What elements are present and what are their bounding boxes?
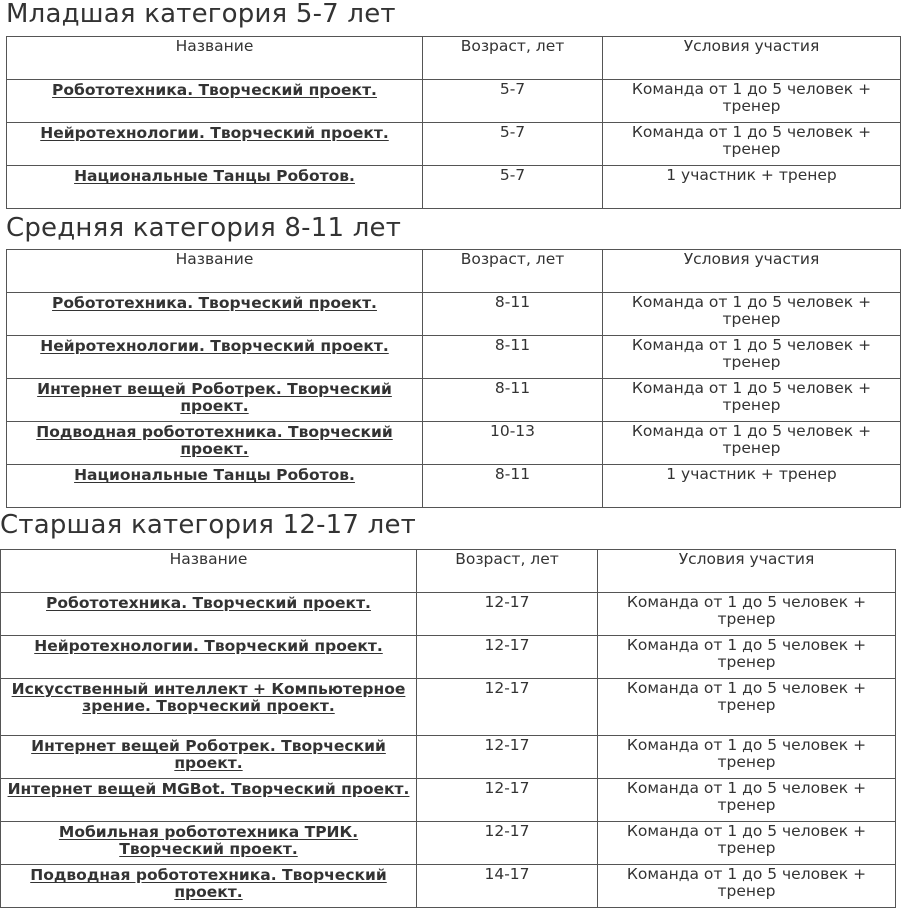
- event-link[interactable]: Подводная робототехника. Творческий проект.: [30, 866, 387, 901]
- conditions-cell: Команда от 1 до 5 человек + тренер: [598, 679, 896, 736]
- header-age: Возраст, лет: [423, 250, 603, 293]
- age-cell: 5-7: [423, 166, 603, 209]
- section-junior: [6, 0, 901, 209]
- event-link[interactable]: Искусственный интеллект + Компьютерное зрение. Творческий проект.: [11, 680, 406, 715]
- header-name: Название: [7, 250, 423, 293]
- header-conditions: Условия участия: [603, 250, 901, 293]
- event-link[interactable]: Нейротехнологии. Творческий проект.: [40, 337, 389, 355]
- table-row: [7, 465, 901, 508]
- table-row: [1, 593, 896, 636]
- table-header-row: [7, 250, 901, 293]
- conditions-cell: Команда от 1 до 5 человек + тренер: [598, 865, 896, 908]
- conditions-cell: Команда от 1 до 5 человек + тренер: [603, 80, 901, 123]
- section-title: Средняя категория 8-11 лет: [6, 213, 402, 243]
- conditions-cell: 1 участник + тренер: [603, 465, 901, 508]
- table-header-row: [7, 37, 901, 80]
- event-link[interactable]: Национальные Танцы Роботов.: [74, 167, 355, 185]
- event-name-cell: [1, 865, 417, 908]
- table-row: [1, 865, 896, 908]
- age-cell: 12-17: [417, 779, 598, 822]
- event-name-cell: [1, 636, 417, 679]
- age-cell: 12-17: [417, 822, 598, 865]
- age-cell: 12-17: [417, 679, 598, 736]
- header-name: Название: [7, 37, 423, 80]
- age-cell: 8-11: [423, 293, 603, 336]
- table-header-row: [1, 550, 896, 593]
- section-title: Младшая категория 5-7 лет: [6, 0, 396, 29]
- age-cell: 12-17: [417, 736, 598, 779]
- section-middle: [6, 214, 901, 508]
- event-name-cell: [7, 293, 423, 336]
- event-name-cell: [7, 336, 423, 379]
- event-name-cell: [7, 166, 423, 209]
- event-link[interactable]: Национальные Танцы Роботов.: [74, 466, 355, 484]
- conditions-cell: Команда от 1 до 5 человек + тренер: [603, 336, 901, 379]
- conditions-cell: Команда от 1 до 5 человек + тренер: [598, 593, 896, 636]
- age-cell: 12-17: [417, 593, 598, 636]
- event-link[interactable]: Интернет вещей Роботрек. Творческий проект.: [37, 380, 392, 415]
- table-row: [1, 822, 896, 865]
- age-cell: 8-11: [423, 336, 603, 379]
- event-name-cell: [1, 779, 417, 822]
- table-row: [1, 736, 896, 779]
- event-link[interactable]: Нейротехнологии. Творческий проект.: [40, 124, 389, 142]
- event-link[interactable]: Интернет вещей MGBot. Творческий проект.: [7, 780, 410, 798]
- table-row: [7, 166, 901, 209]
- category-table: [6, 249, 901, 508]
- event-name-cell: [1, 679, 417, 736]
- table-row: [7, 80, 901, 123]
- header-age: Возраст, лет: [423, 37, 603, 80]
- event-link[interactable]: Робототехника. Творческий проект.: [46, 594, 371, 612]
- age-cell: 10-13: [423, 422, 603, 465]
- event-name-cell: [1, 822, 417, 865]
- conditions-cell: Команда от 1 до 5 человек + тренер: [603, 123, 901, 166]
- table-row: [7, 422, 901, 465]
- event-name-cell: [1, 736, 417, 779]
- age-cell: 5-7: [423, 80, 603, 123]
- event-link[interactable]: Мобильная робототехника ТРИК. Творческий проект.: [58, 823, 359, 858]
- event-link[interactable]: Интернет вещей Роботрек. Творческий проект.: [31, 737, 386, 772]
- event-link[interactable]: Робототехника. Творческий проект.: [52, 294, 377, 312]
- event-link[interactable]: Подводная робототехника. Творческий проект.: [36, 423, 393, 458]
- conditions-cell: Команда от 1 до 5 человек + тренер: [603, 379, 901, 422]
- event-name-cell: [7, 80, 423, 123]
- category-table: [0, 549, 896, 908]
- header-name: Название: [1, 550, 417, 593]
- table-row: [1, 636, 896, 679]
- header-conditions: Условия участия: [603, 37, 901, 80]
- event-name-cell: [1, 593, 417, 636]
- conditions-cell: Команда от 1 до 5 человек + тренер: [598, 779, 896, 822]
- event-link[interactable]: Робототехника. Творческий проект.: [52, 81, 377, 99]
- event-name-cell: [7, 422, 423, 465]
- table-row: [7, 293, 901, 336]
- conditions-cell: 1 участник + тренер: [603, 166, 901, 209]
- event-name-cell: [7, 123, 423, 166]
- header-age: Возраст, лет: [417, 550, 598, 593]
- table-row: [7, 336, 901, 379]
- table-row: [7, 123, 901, 166]
- conditions-cell: Команда от 1 до 5 человек + тренер: [598, 822, 896, 865]
- section-title: Старшая категория 12-17 лет: [0, 510, 416, 540]
- conditions-cell: Команда от 1 до 5 человек + тренер: [603, 422, 901, 465]
- age-cell: 12-17: [417, 636, 598, 679]
- event-name-cell: [7, 379, 423, 422]
- event-name-cell: [7, 465, 423, 508]
- table-row: [1, 779, 896, 822]
- age-cell: 14-17: [417, 865, 598, 908]
- category-table: [6, 36, 901, 209]
- section-senior: [0, 511, 896, 908]
- table-row: [1, 679, 896, 736]
- age-cell: 8-11: [423, 379, 603, 422]
- age-cell: 5-7: [423, 123, 603, 166]
- event-link[interactable]: Нейротехнологии. Творческий проект.: [34, 637, 383, 655]
- age-cell: 8-11: [423, 465, 603, 508]
- header-conditions: Условия участия: [598, 550, 896, 593]
- table-row: [7, 379, 901, 422]
- conditions-cell: Команда от 1 до 5 человек + тренер: [598, 736, 896, 779]
- conditions-cell: Команда от 1 до 5 человек + тренер: [598, 636, 896, 679]
- conditions-cell: Команда от 1 до 5 человек + тренер: [603, 293, 901, 336]
